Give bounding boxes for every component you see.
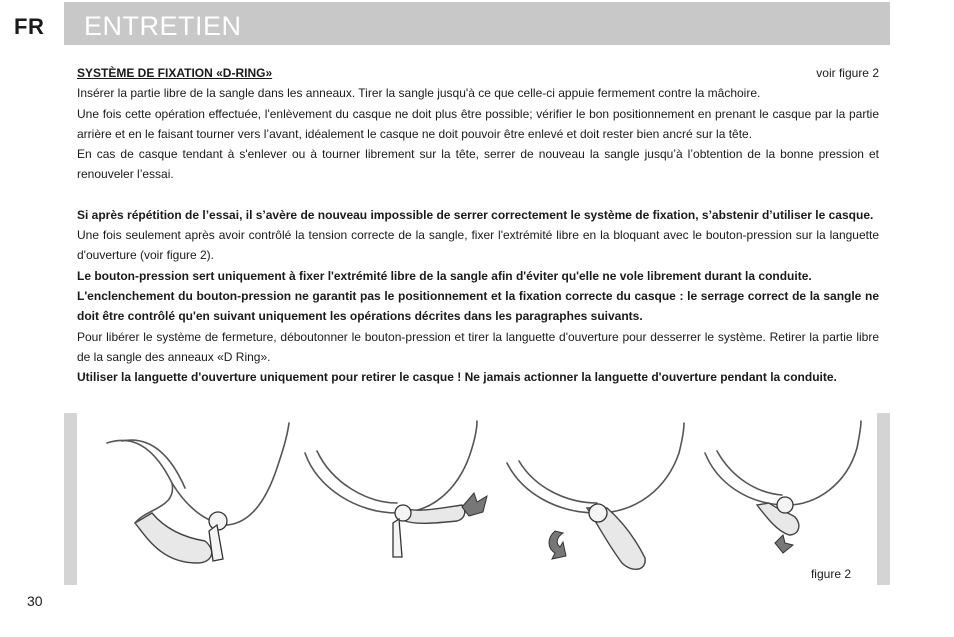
figure-frame: [64, 413, 890, 585]
illustration-step-1: [107, 423, 289, 563]
paragraph: Insérer la partie libre de la sangle dans les anneaux. Tirer la sangle jusqu'à ce que celle-ci appuie fermement contre la mâchoire.: [77, 86, 761, 101]
d-ring-illustrations: [77, 413, 877, 585]
main-content: [77, 63, 879, 387]
language-code: FR: [14, 14, 45, 39]
paragraph: En cas de casque tendant à s'enlever ou à tourner librement sur la tête, serrer de nouveau la sangle jusqu’à l’obtention de la bonne pression et renouveler l’essai.: [77, 147, 879, 182]
spacer: [77, 185, 879, 205]
section-heading: SYSTÈME DE FIXATION «D-RING»: [77, 66, 273, 80]
paragraph: Une fois cette opération effectuée, l'enlèvement du casque ne doit plus être possible; vérifier le bon positionnement en prenant le casque par la partie arrière et en le faisant tourner vers l’avant, idéalement le casque ne doit pouvoir être enlevé et doit rester bien ancré sur la tête.: [77, 106, 879, 141]
header-bar: [64, 2, 890, 45]
illustration-step-3: [507, 423, 684, 569]
section-heading-row: [77, 63, 879, 83]
warning-text: Le bouton-pression sert uniquement à fixer l'extrémité libre de la sangle afin d'éviter qu'elle ne vole librement durant la conduite.: [77, 268, 812, 283]
warning-text: L'enclenchement du bouton-pression ne garantit pas le positionnement et la fixation correcte du casque : le serrage correct de la sangle ne doit être contrôlé qu'en suivant uniquement les opérations décrites dans les paragraphes suivants.: [77, 288, 879, 324]
paragraph: Pour libérer le système de fermeture, déboutonner le bouton-pression et tirer la languette d'ouverture pour desserrer le système. Retirer la partie libre de la sangle des anneaux «D Ring».: [77, 329, 879, 364]
illustration-step-4: [705, 421, 861, 553]
page-title: ENTRETIEN: [84, 11, 242, 41]
warning-text: Utiliser la languette d'ouverture uniquement pour retirer le casque ! Ne jamais actionner la languette d'ouverture pendant la conduite.: [77, 370, 837, 385]
figure-caption: figure 2: [810, 567, 851, 581]
warning-text: Si après répétition de l’essai, il s’avère de nouveau impossible de serrer correctement le système de fixation, s’abstenir d’utiliser le casque.: [77, 207, 874, 222]
page-number: 30: [27, 593, 43, 609]
illustration-step-2: [305, 421, 487, 557]
figure-reference: voir figure 2: [816, 66, 879, 80]
paragraph: Une fois seulement après avoir contrôlé la tension correcte de la sangle, fixer l'extrémité libre en la bloquant avec le bouton-pression sur la languette d'ouverture (voir figure 2).: [77, 228, 879, 263]
figure-panel: [77, 413, 877, 585]
